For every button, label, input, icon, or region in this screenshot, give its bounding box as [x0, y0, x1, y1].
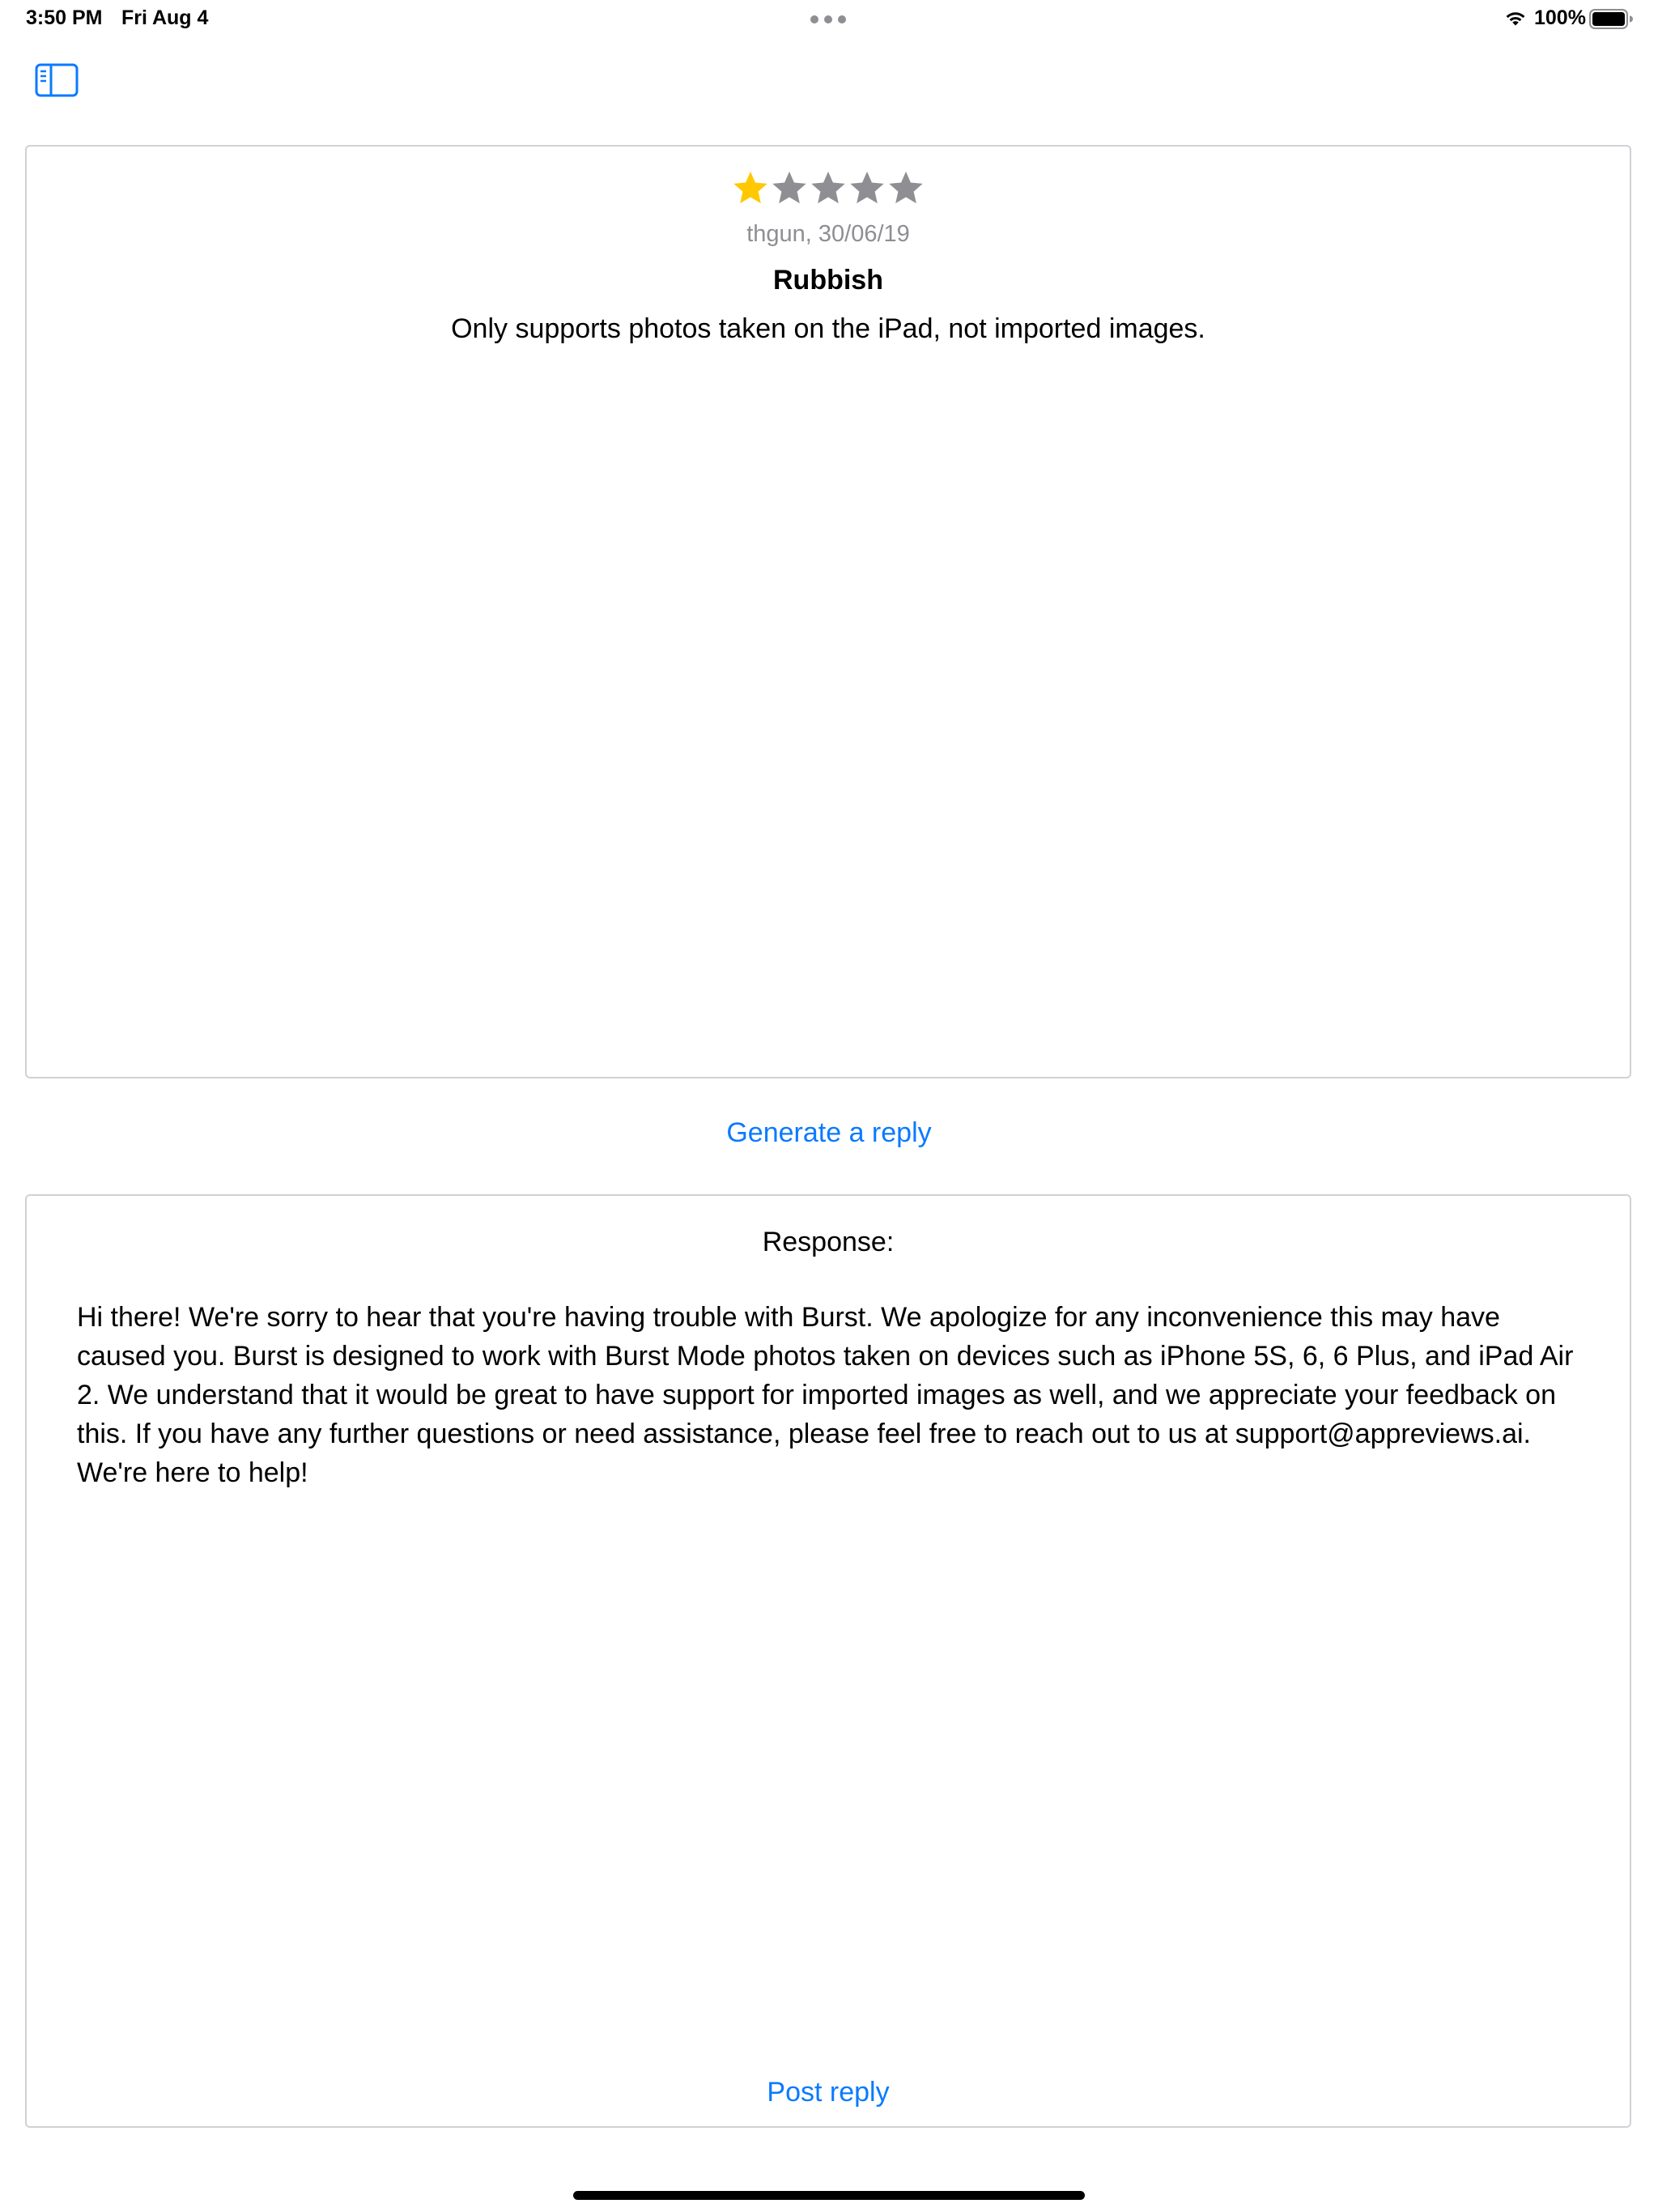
star-filled-icon: [732, 169, 769, 206]
star-empty-icon: [771, 169, 808, 206]
battery-full-icon: [1589, 9, 1633, 29]
star-rating: [27, 169, 1630, 206]
star-empty-icon: [887, 169, 925, 206]
star-empty-icon: [810, 169, 847, 206]
post-reply-button[interactable]: Post reply: [767, 2077, 890, 2108]
response-label: Response:: [762, 1227, 895, 1257]
status-date: Fri Aug 4: [121, 6, 209, 29]
generate-reply-button[interactable]: Generate a reply: [726, 1117, 932, 1148]
star-empty-icon: [848, 169, 886, 206]
response-text[interactable]: Hi there! We're sorry to hear that you're having trouble with Burst. We apologize for any inconvenience this may have caused you. Burst is designed to work with Burst Mode photos taken on devices such as iPhone 5S, 6, 6 Plus, and iPad Air 2. We understand that it would be great to have support for imported images as well, and we appreciate your feedback on this. If you have any further questions or need assistance, please feel free to reach out to us at support@appreviews.ai. We're here to help!: [77, 1302, 1574, 1488]
status-bar: [0, 0, 1658, 39]
review-author-date: thgun, 30/06/19: [746, 221, 910, 247]
home-indicator[interactable]: [573, 2191, 1085, 2200]
review-title: Rubbish: [773, 265, 883, 296]
multitasking-dots-icon[interactable]: [810, 15, 846, 23]
review-body: Only supports photos taken on the iPad, not imported images.: [451, 313, 1205, 344]
battery-percent: 100%: [1534, 6, 1586, 29]
response-card: [25, 1194, 1631, 2128]
sidebar-left-icon[interactable]: [35, 63, 79, 97]
wifi-icon: [1503, 8, 1528, 28]
review-card: [25, 145, 1631, 1078]
status-time: 3:50 PM: [26, 6, 103, 29]
